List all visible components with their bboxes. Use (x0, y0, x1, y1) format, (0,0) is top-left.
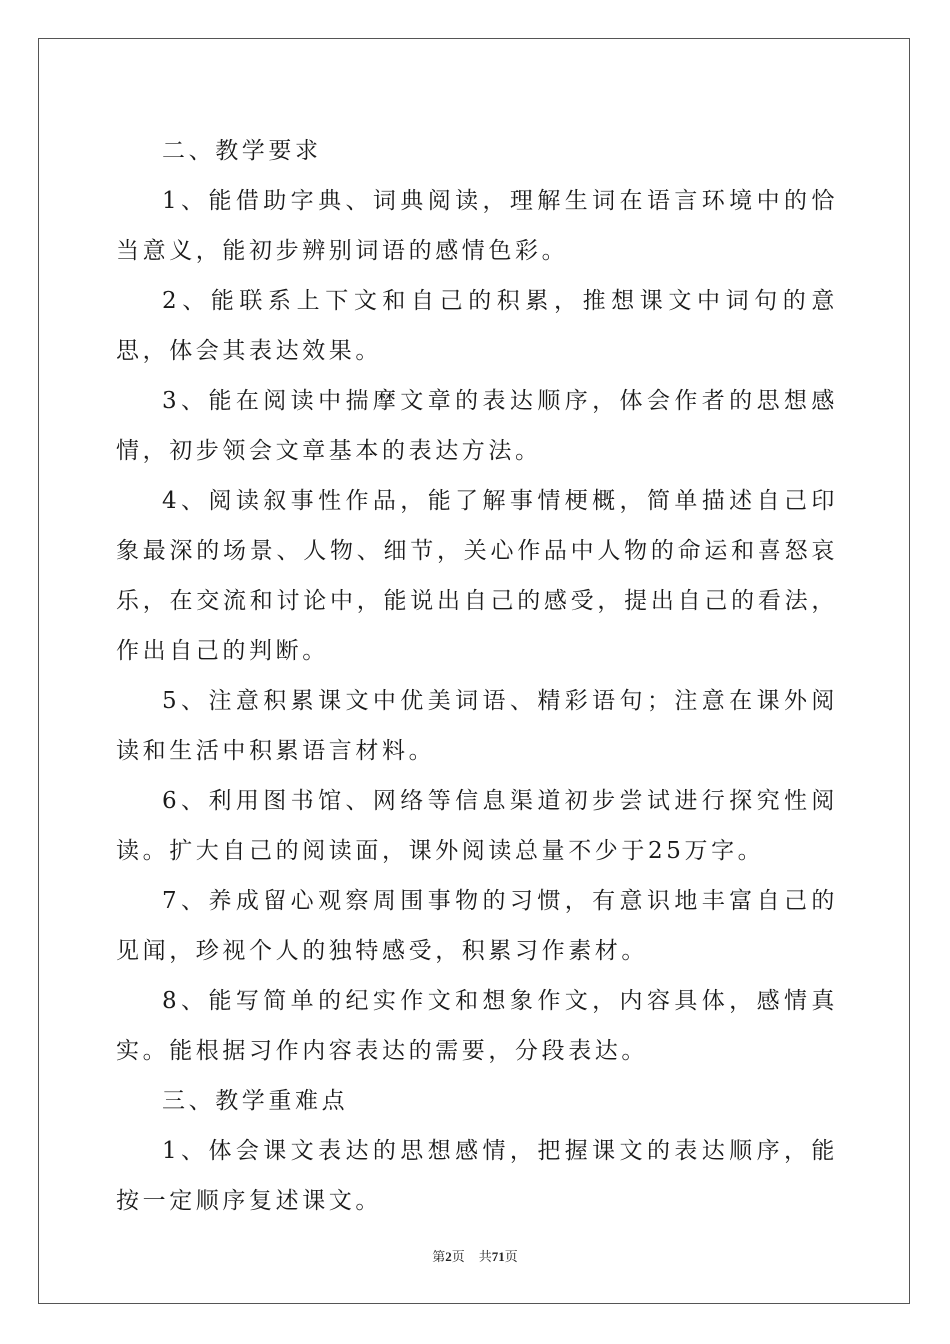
page-prefix: 第 (432, 1249, 446, 1264)
paragraph-requirement-8: 8、能写简单的纪实作文和想象作文，内容具体，感情真实。能根据习作内容表达的需要，分段表达。 (116, 988, 838, 1064)
page-suffix: 页 (451, 1249, 465, 1264)
total-prefix: 共 (478, 1249, 492, 1264)
paragraph-requirement-7: 7、养成留心观察周围事物的习惯，有意识地丰富自己的见闻，珍视个人的独特感受，积累习作素材。 (116, 888, 838, 964)
total-suffix: 页 (504, 1249, 518, 1264)
paragraph-key-point-1: 1、体会课文表达的思想感情，把握课文的表达顺序，能按一定顺序复述课文。 (116, 1138, 838, 1214)
document-body (116, 126, 838, 1226)
paragraph-requirement-1: 1、能借助字典、词典阅读，理解生词在语言环境中的恰当意义，能初步辨别词语的感情色彩。 (116, 188, 838, 264)
paragraph-requirement-3: 3、能在阅读中揣摩文章的表达顺序，体会作者的思想感情，初步领会文章基本的表达方法。 (116, 388, 838, 464)
page-number: 2 (445, 1249, 452, 1264)
section-heading-requirements: 二、教学要求 (162, 138, 322, 164)
paragraph-requirement-2: 2、能联系上下文和自己的积累，推想课文中词句的意思，体会其表达效果。 (116, 288, 838, 364)
total-pages: 71 (491, 1249, 505, 1264)
paragraph-requirement-4: 4、阅读叙事性作品，能了解事情梗概，简单描述自己印象最深的场景、人物、细节，关心作品中人物的命运和喜怒哀乐，在交流和讨论中，能说出自己的感受，提出自己的看法，作出自己的判断。 (116, 488, 838, 664)
section-heading-key-points: 三、教学重难点 (162, 1088, 349, 1114)
paragraph-requirement-6: 6、利用图书馆、网络等信息渠道初步尝试进行探究性阅读。扩大自己的阅读面，课外阅读总量不少于25万字。 (116, 788, 838, 864)
page-footer (0, 1248, 950, 1266)
paragraph-requirement-5: 5、注意积累课文中优美词语、精彩语句；注意在课外阅读和生活中积累语言材料。 (116, 688, 838, 764)
